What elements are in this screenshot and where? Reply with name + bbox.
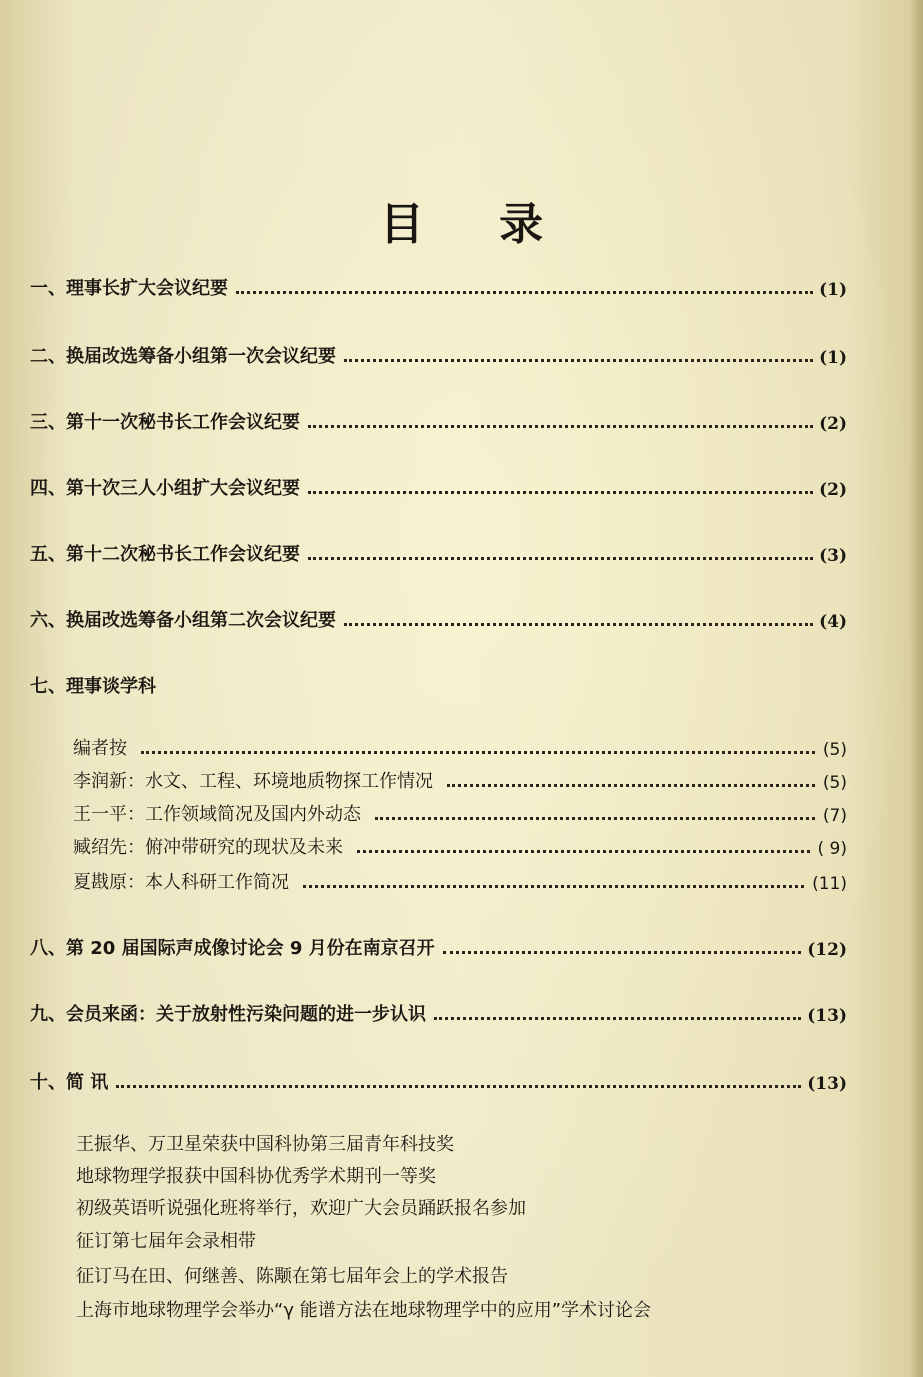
news-item[interactable]: 王振华、万卫星荣获中国科协第三届青年科技奖 [76,1134,454,1155]
dot-leader [375,817,815,820]
toc-entry-page: (3) [819,546,847,566]
toc-subentry[interactable] [73,829,847,859]
toc-subentry-title: 王一平：工作领域简况及国内外动态 [73,804,361,825]
page-title: 目 录 [379,199,574,250]
toc-entry-5[interactable] [30,532,847,566]
dot-leader [308,425,813,428]
toc-entry-number: 五、 [30,544,66,565]
toc-entry-number: 八、 [30,938,66,959]
toc-entry-number: 一、 [30,278,66,299]
toc-entry-title: 第 20 届国际声成像讨论会 9 月份在南京召开 [66,938,435,959]
toc-entry-page: (4) [819,612,847,632]
dot-leader [443,951,802,954]
toc-entry-number: 四、 [30,478,66,499]
toc-entry-number: 十、 [30,1072,66,1093]
dot-leader [141,751,815,754]
toc-entry-7[interactable] [30,664,847,698]
toc-entry-number: 九、 [30,1004,66,1025]
toc-subentry-page: (11) [812,874,847,894]
toc-entry-number: 三、 [30,412,66,433]
toc-subentry-title: 夏戡原：本人科研工作简况 [73,872,289,893]
toc-entry-title: 简 讯 [66,1072,109,1093]
news-item[interactable]: 地球物理学报获中国科协优秀学术期刊一等奖 [76,1166,436,1187]
toc-entry-title: 换届改选筹备小组第一次会议纪要 [66,346,336,367]
dot-leader [344,623,813,626]
toc-entry-title: 第十一次秘书长工作会议纪要 [66,412,300,433]
toc-subentry-title: 李润新：水文、工程、环境地质物探工作情况 [73,771,433,792]
toc-entry-title: 换届改选筹备小组第二次会议纪要 [66,610,336,631]
toc-subentry-page: (5) [822,740,847,760]
toc-entry-number: 二、 [30,346,66,367]
dot-leader [434,1017,801,1020]
toc-entry-10[interactable] [30,1060,847,1094]
news-item[interactable]: 上海市地球物理学会举办“γ 能谱方法在地球物理学中的应用”学术讨论会 [76,1300,652,1321]
toc-subentry-page: (5) [822,773,847,793]
toc-entry-page: (2) [819,414,847,434]
toc-subentry[interactable] [73,796,847,826]
toc-entry-page: (1) [819,280,847,300]
toc-subentry-title: 编者按 [73,738,127,759]
toc-entry-number: 六、 [30,610,66,631]
toc-subentry-page: (7) [822,806,847,826]
toc-entry-title: 会员来函：关于放射性污染问题的进一步认识 [66,1004,426,1025]
toc-entry-page: (2) [819,480,847,500]
toc-entry-title: 理事长扩大会议纪要 [66,278,228,299]
toc-entry-title: 第十次三人小组扩大会议纪要 [66,478,300,499]
toc-subentry-page: ( 9) [817,839,847,859]
dot-leader [308,491,813,494]
news-item[interactable]: 征订马在田、何继善、陈颙在第七届年会上的学术报告 [76,1266,508,1287]
toc-subentry-title: 臧绍先：俯冲带研究的现状及未来 [73,837,343,858]
toc-entry-page: (1) [819,348,847,368]
toc-entry-title: 理事谈学科 [66,676,156,697]
dot-leader [303,885,804,888]
toc-entry-6[interactable] [30,598,847,632]
toc-entry-4[interactable] [30,466,847,500]
toc-entry-1[interactable] [30,266,847,300]
toc-subentry[interactable] [73,763,847,793]
news-item[interactable]: 初级英语听说强化班将举行，欢迎广大会员踊跃报名参加 [76,1198,526,1219]
toc-entry-title: 第十二次秘书长工作会议纪要 [66,544,300,565]
dot-leader [447,784,815,787]
dot-leader [344,359,813,362]
dot-leader [116,1085,801,1088]
toc-subentry[interactable] [73,864,847,894]
toc-entry-number: 七、 [30,676,66,697]
toc-entry-page: (13) [807,1074,847,1094]
dot-leader [236,291,813,294]
dot-leader [308,557,813,560]
toc-entry-2[interactable] [30,334,847,368]
toc-entry-8[interactable] [30,926,847,960]
toc-subentry[interactable] [73,730,847,760]
toc-entry-page: (12) [807,940,847,960]
dot-leader [357,850,810,853]
toc-entry-3[interactable] [30,400,847,434]
news-item[interactable]: 征订第七届年会录相带 [76,1231,256,1252]
toc-entry-9[interactable] [30,992,847,1026]
toc-entry-page: (13) [807,1006,847,1026]
